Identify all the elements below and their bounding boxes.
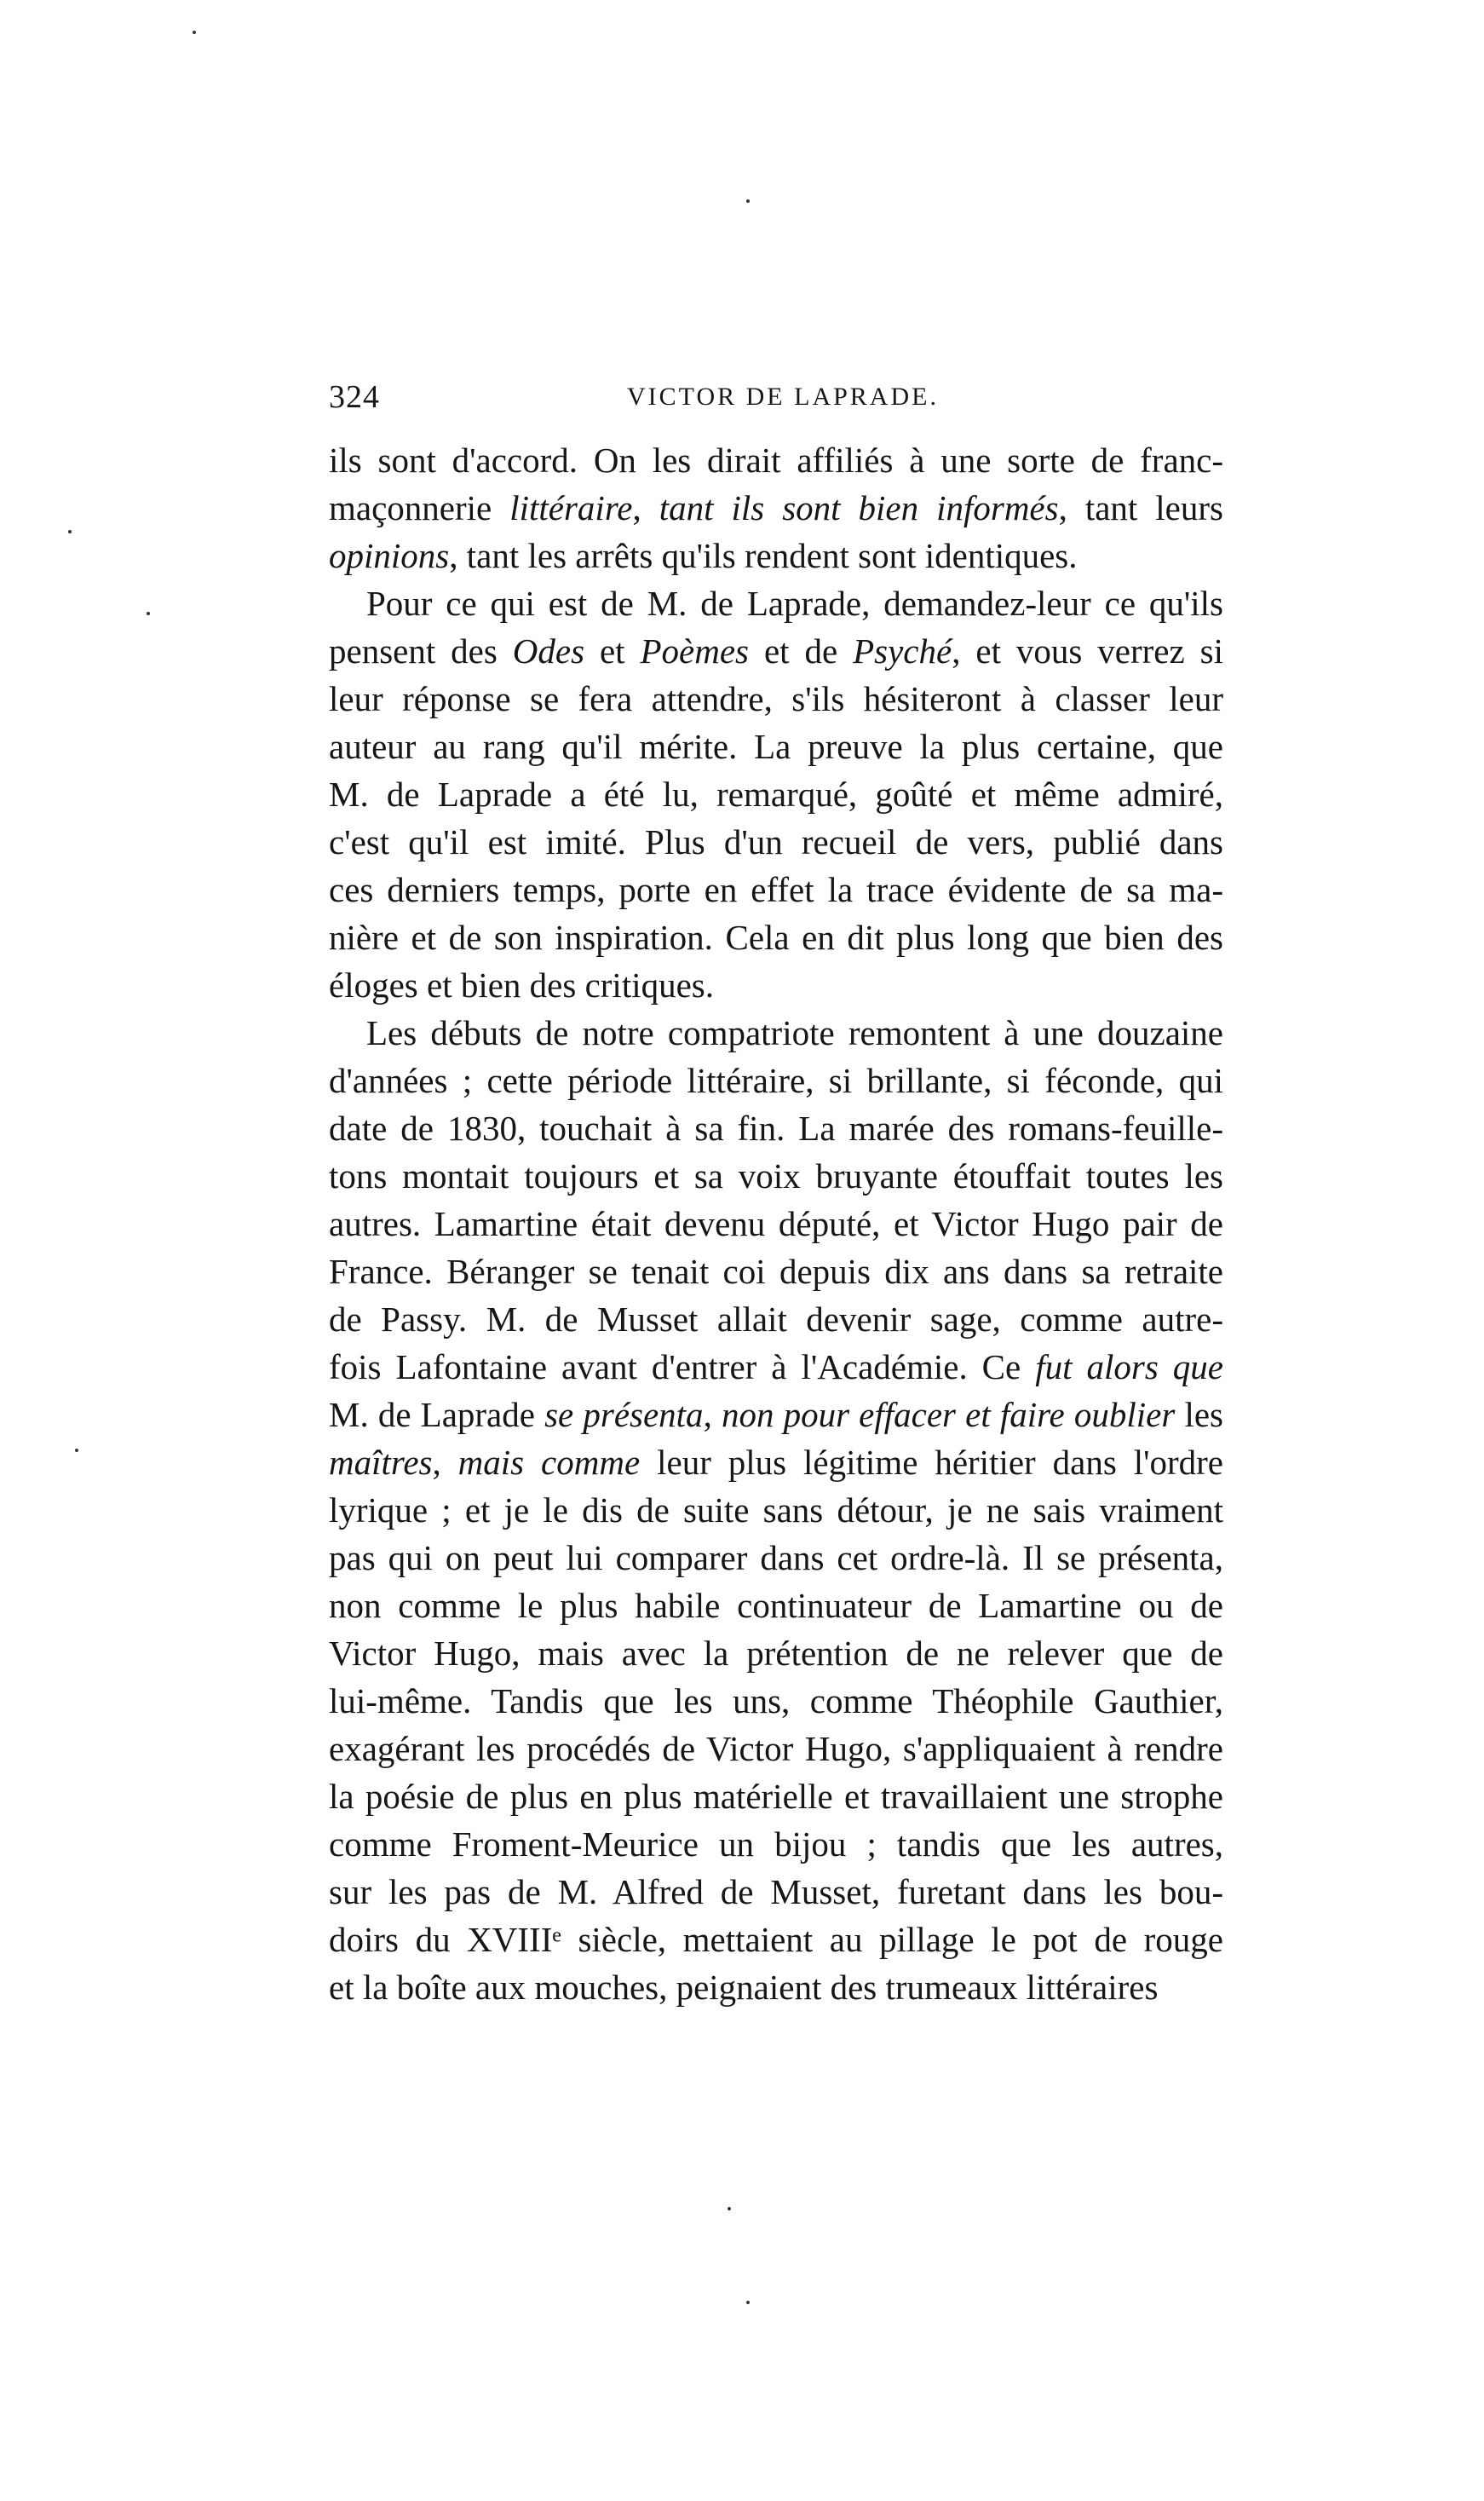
- text-line: [329, 913, 1223, 961]
- text-run: France. Béranger se tenait coi depuis dix ans dans sa retraite: [329, 1252, 1223, 1291]
- text-run: exagérant les procédés de Victor Hugo, s'appliquaient à rendre: [329, 1729, 1223, 1768]
- text-run: pas qui on peut lui comparer dans cet ordre-là. Il se présenta,: [329, 1538, 1223, 1577]
- text-run: lui-même. Tandis que les uns, comme Théophile Gauthier,: [329, 1681, 1223, 1720]
- italic-text: Odes: [512, 631, 585, 671]
- text-line: [329, 532, 1223, 579]
- text-run: leur plus légitime héritier dans l'ordre: [640, 1443, 1223, 1482]
- italic-text: littéraire: [509, 488, 633, 527]
- scan-speck: [147, 612, 150, 615]
- text-line: [329, 627, 1223, 675]
- text-run: date de 1830, touchait à sa fin. La marée des romans-feuille-: [329, 1109, 1223, 1148]
- text-run: et la boîte aux mouches, peignaient des trumeaux littéraires: [329, 1968, 1159, 2007]
- text-line: [329, 1868, 1223, 1916]
- text-line: [329, 723, 1223, 770]
- text-run: de Passy. M. de Musset allait devenir sage, comme autre-: [329, 1299, 1223, 1339]
- text-line: [329, 1152, 1223, 1200]
- text-run: M. de Laprade a été lu, remarqué, goûté et même admiré,: [329, 775, 1223, 814]
- text-run: , et vous verrez si: [952, 631, 1223, 671]
- text-line: [329, 1295, 1223, 1343]
- italic-text: se présenta: [544, 1395, 704, 1434]
- text-line: [329, 1057, 1223, 1104]
- text-line: [329, 1438, 1223, 1486]
- text-run: autres. Lamartine était devenu député, et Victor Hugo pair de: [329, 1204, 1223, 1243]
- text-line: [329, 1629, 1223, 1677]
- scan-speck: [68, 530, 72, 533]
- text-line: [329, 1677, 1223, 1725]
- text-line: [329, 818, 1223, 866]
- text-line: [329, 1582, 1223, 1629]
- scan-speck: [193, 31, 196, 34]
- text-run: doirs du XVIIIᵉ siècle, mettaient au pillage le pot de rouge: [329, 1920, 1223, 1959]
- text-run: et: [584, 631, 641, 671]
- text-line: [329, 1343, 1223, 1391]
- text-run: fois Lafontaine avant d'entrer à l'Académie. Ce: [329, 1347, 1036, 1386]
- text-run: leur réponse se fera attendre, s'ils hésiteront à classer leur: [329, 679, 1223, 718]
- text-run: pensent des: [329, 631, 513, 671]
- italic-text: fut alors que: [1035, 1347, 1223, 1386]
- text-line: [329, 1820, 1223, 1868]
- text-line: [329, 770, 1223, 818]
- text-run: , tant leurs: [1058, 488, 1223, 527]
- page-number: 324: [329, 379, 380, 415]
- scan-speck: [746, 199, 750, 203]
- text-run: c'est qu'il est imité. Plus d'un recueil de vers, publié dans: [329, 822, 1223, 862]
- text-line: [329, 1391, 1223, 1438]
- text-line: [329, 1916, 1223, 1963]
- text-run: tons montait toujours et sa voix bruyante étouffait toutes les: [329, 1156, 1223, 1196]
- text-run: M. de Laprade: [329, 1395, 545, 1434]
- text-run: et de: [749, 631, 854, 671]
- text-run: Pour ce qui est de M. de Laprade, demandez-leur ce qu'ils: [366, 584, 1223, 623]
- text-line: [329, 675, 1223, 723]
- text-run: la poésie de plus en plus matérielle et travaillaient une strophe: [329, 1777, 1223, 1816]
- text-run: d'années ; cette période littéraire, si brillante, si féconde, qui: [329, 1061, 1223, 1100]
- text-run: ,: [703, 1395, 722, 1434]
- italic-text: opinions: [329, 536, 450, 575]
- text-line: [329, 866, 1223, 913]
- text-run: lyrique ; et je le dis de suite sans détour, je ne sais vraiment: [329, 1490, 1223, 1530]
- text-run: Les débuts de notre compatriote remontent à une douzaine: [366, 1013, 1223, 1052]
- text-line: [329, 1486, 1223, 1534]
- text-line: [329, 579, 1223, 627]
- scan-speck: [728, 2207, 731, 2210]
- running-title: VICTOR DE LAPRADE.: [627, 383, 939, 411]
- page-header: [329, 378, 1223, 429]
- text-run: éloges et bien des critiques.: [329, 965, 715, 1005]
- text-run: auteur au rang qu'il mérite. La preuve la plus certaine, que: [329, 727, 1223, 766]
- text-line: [329, 1200, 1223, 1248]
- scan-speck: [75, 1449, 78, 1452]
- text-line: [329, 1534, 1223, 1582]
- text-line: [329, 484, 1223, 532]
- text-line: [329, 1725, 1223, 1772]
- text-run: ils sont d'accord. On les dirait affiliés à une sorte de franc-: [329, 441, 1223, 480]
- scan-speck: [746, 2301, 750, 2304]
- italic-text: Psyché: [853, 631, 952, 671]
- italic-text: maîtres: [329, 1443, 433, 1482]
- text-line: [329, 1104, 1223, 1152]
- text-run: non comme le plus habile continuateur de Lamartine ou de: [329, 1586, 1223, 1625]
- text-line: [329, 961, 1223, 1009]
- text-run: ,: [432, 1443, 458, 1482]
- text-run: Victor Hugo, mais avec la prétention de ne relever que de: [329, 1634, 1223, 1673]
- text-run: les: [1175, 1395, 1223, 1434]
- italic-text: tant ils sont bien informés: [659, 488, 1059, 527]
- text-run: , tant les arrêts qu'ils rendent sont identiques.: [449, 536, 1078, 575]
- text-run: nière et de son inspiration. Cela en dit plus long que bien des: [329, 918, 1223, 957]
- italic-text: mais comme: [457, 1443, 641, 1482]
- text-run: maçonnerie: [329, 488, 510, 527]
- text-run: comme Froment-Meurice un bijou ; tandis que les autres,: [329, 1824, 1223, 1864]
- italic-text: non pour effacer et faire oublier: [721, 1395, 1176, 1434]
- italic-text: Poèmes: [640, 631, 750, 671]
- text-line: [329, 436, 1223, 484]
- text-line: [329, 1009, 1223, 1057]
- text-run: ces derniers temps, porte en effet la trace évidente de sa ma-: [329, 870, 1223, 909]
- text-line: [329, 1963, 1223, 2011]
- text-run: ,: [632, 488, 659, 527]
- text-line: [329, 1772, 1223, 1820]
- text-line: [329, 1248, 1223, 1295]
- text-run: sur les pas de M. Alfred de Musset, furetant dans les bou-: [329, 1872, 1223, 1911]
- body-text: [329, 436, 1223, 2011]
